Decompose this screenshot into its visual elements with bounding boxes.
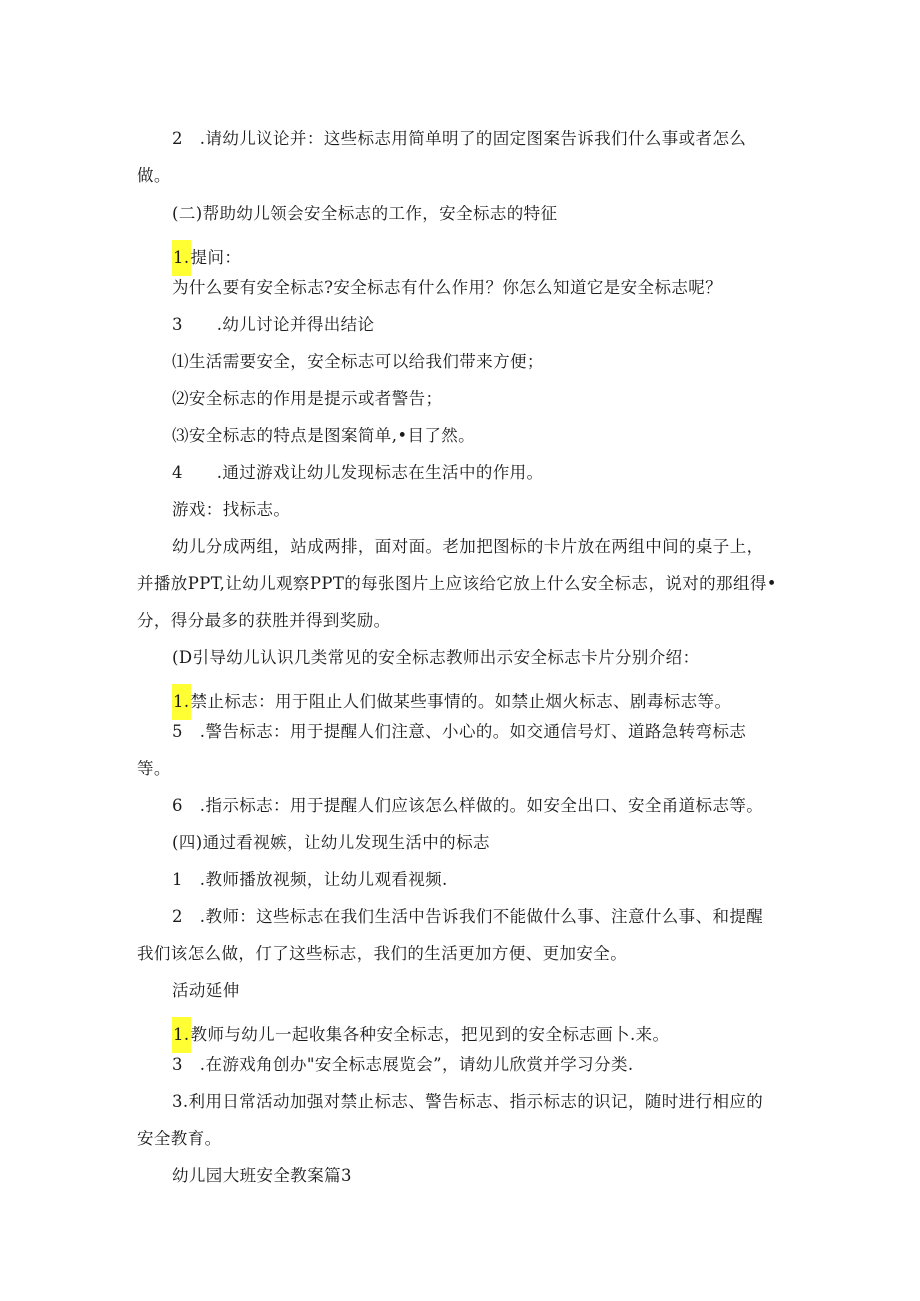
text-line: 2 .教师：这些标志在我们生活中告诉我们不能做什么事、注意什么事、和提醒 [172, 907, 764, 926]
text-line: 3 .在游戏角创办"安全标志展览会”，请幼儿欣赏并学习分类. [172, 1055, 634, 1074]
text-line: 5 .警告标志：用于提醒人们注意、小心的。如交通信号灯、道路急转弯标志 [172, 722, 747, 741]
text-line: 1.提问： [172, 240, 241, 276]
section-heading: (D引导幼儿认识几类常见的安全标志教师出示安全标志卡片分别介绍： [172, 648, 700, 667]
text-line: 并播放PPT,让幼儿观察PPT的每张图片上应该给它放上什么安全标志，说对的那组得• [137, 574, 777, 593]
text-line: ⑵安全标志的作用是提示或者警告； [172, 389, 443, 408]
text-line: 为什么要有安全标志?安全标志有什么作用？你怎么知道它是安全标志呢？ [172, 278, 723, 297]
text-line: 等。 [137, 759, 171, 778]
text-line: 分，得分最多的获胜并得到奖励。 [137, 611, 391, 630]
text-line: 游戏：找标志。 [172, 500, 291, 519]
highlighted-number: 1. [172, 1017, 191, 1053]
section-heading: (四)通过看视嫉，让幼儿发现生活中的标志 [172, 833, 490, 852]
text-line: 1 .教师播放视频，让幼儿观看视频. [172, 870, 448, 889]
text-line: 安全教育。 [137, 1129, 222, 1148]
text-line: 1.禁止标志：用于阻止人们做某些事情的。如禁止烟火标志、剧毒标志等。 [172, 684, 731, 720]
highlighted-number: 1. [172, 240, 191, 276]
section-title: 幼儿园大班安全教案篇3 [172, 1166, 352, 1185]
section-heading: 活动延伸 [172, 981, 240, 1000]
text-line: ⑴生活需要安全，安全标志可以给我们带来方便； [172, 352, 544, 371]
text-line: 6 .指示标志：用于提醒人们应该怎么样做的。如安全出口、安全甬道标志等。 [172, 796, 764, 815]
text-line: 3.利用日常活动加强对禁止标志、警告标志、指示标志的识记，随时进行相应的 [172, 1092, 764, 1111]
highlighted-number: 1. [172, 684, 191, 720]
section-heading: (二)帮助幼儿领会安全标志的工作，安全标志的特征 [172, 204, 558, 223]
text-line: 2 .请幼儿议论并：这些标志用简单明了的固定图案告诉我们什么事或者怎么 [172, 129, 747, 148]
text-line: 我们该怎么做，仃了这些标志，我们的生活更加方便、更加安全。 [137, 944, 628, 963]
text-line: 4 .通过游戏让幼儿发现标志在生活中的作用。 [172, 463, 544, 482]
text-line: 做。 [137, 166, 171, 185]
text-line: ⑶安全标志的特点是图案简单,•目了然。 [172, 426, 476, 445]
text-line: 3 .幼儿讨论并得出结论 [172, 315, 375, 334]
text-line: 1.教师与幼儿一起收集各种安全标志，把见到的安全标志画卜.来。 [172, 1017, 669, 1053]
text-line: 幼儿分成两组，站成两排，面对面。老加把图标的卡片放在两组中间的桌子上， [172, 537, 764, 556]
